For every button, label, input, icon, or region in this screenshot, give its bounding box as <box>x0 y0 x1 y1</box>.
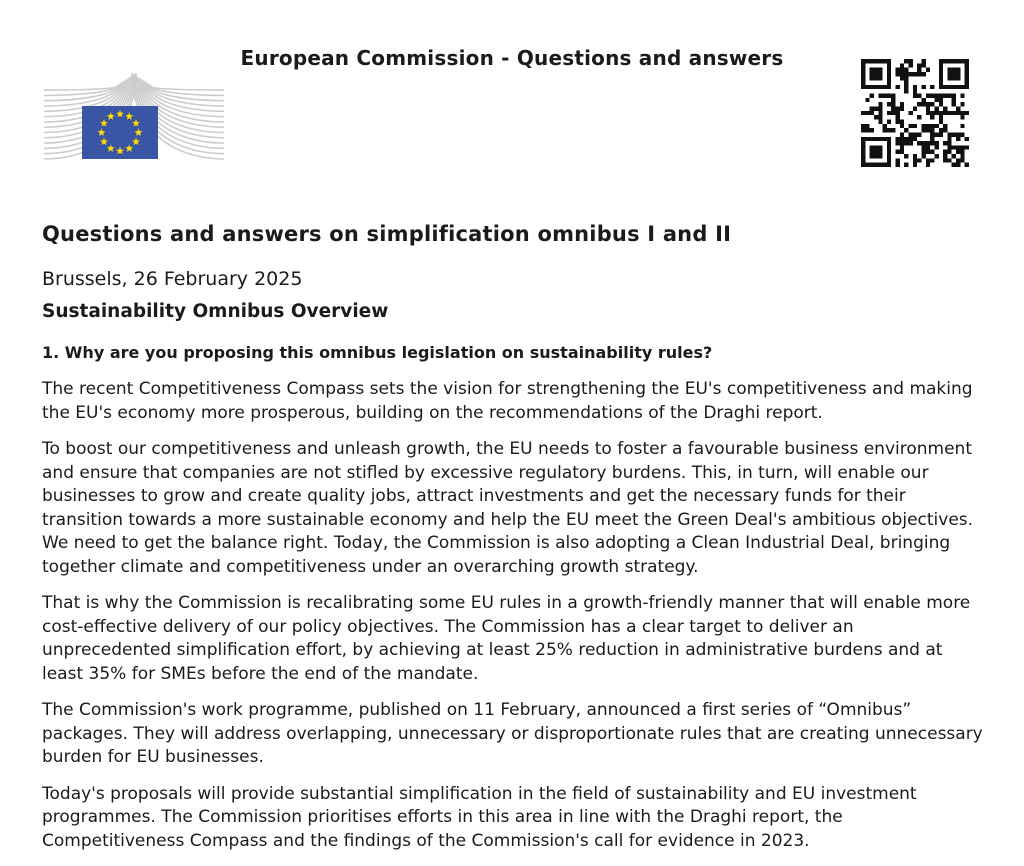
paragraph: To boost our competitiveness and unleash growth, the EU needs to foster a favourable business environment and ensure that companies are not stifled by excessive regulatory burdens. This, in turn, will enable our businesses to grow and create quality jobs, attract investments and get the necessary funds for their transition towards a more sustainable economy and help the EU meet the Green Deal's ambitious objectives. We need to get the balance right. Today, the Commission is also adopting a Clean Industrial Deal, bringing together climate and competitiveness under an overarching growth strategy. <box>42 439 974 577</box>
masthead-title: European Commission - Questions and answers <box>240 46 784 70</box>
answer-paragraphs <box>42 378 986 853</box>
section-heading: Sustainability Omnibus Overview <box>42 301 389 322</box>
paragraph: The recent Competitiveness Compass sets the vision for strengthening the EU's competitiveness and making the EU's economy more prosperous, building on the recommendations of the Draghi report. <box>42 379 973 423</box>
document-body <box>42 221 986 866</box>
dateline: Brussels, 26 February 2025 <box>42 268 303 290</box>
qr-code <box>861 59 969 167</box>
paragraph: Today's proposals will provide substantial simplification in the field of sustainability and EU investment programmes. The Commission prioritises efforts in this area in line with the Draghi report, the Competitiveness Compass and the findings of the Commission's call for evidence in 2023. <box>42 783 917 851</box>
paragraph: That is why the Commission is recalibrating some EU rules in a growth-friendly manner that will enable more cost-effective delivery of our policy objectives. The Commission has a clear target to deliver an unprecedented simplification effort, by achieving at least 25% reduction in administrative burdens and at least 35% for SMEs before the end of the mandate. <box>42 593 971 684</box>
european-commission-logo <box>42 71 226 161</box>
document-title: Questions and answers on simplification omnibus I and II <box>42 222 732 246</box>
paragraph: The Commission's work programme, published on 11 February, announced a first series of “Omnibus” packages. They will address overlapping, unnecessary or disproportionate rules that are creating unnecessary burden for EU businesses. <box>42 700 983 767</box>
question-heading: 1. Why are you proposing this omnibus legislation on sustainability rules? <box>42 343 713 362</box>
